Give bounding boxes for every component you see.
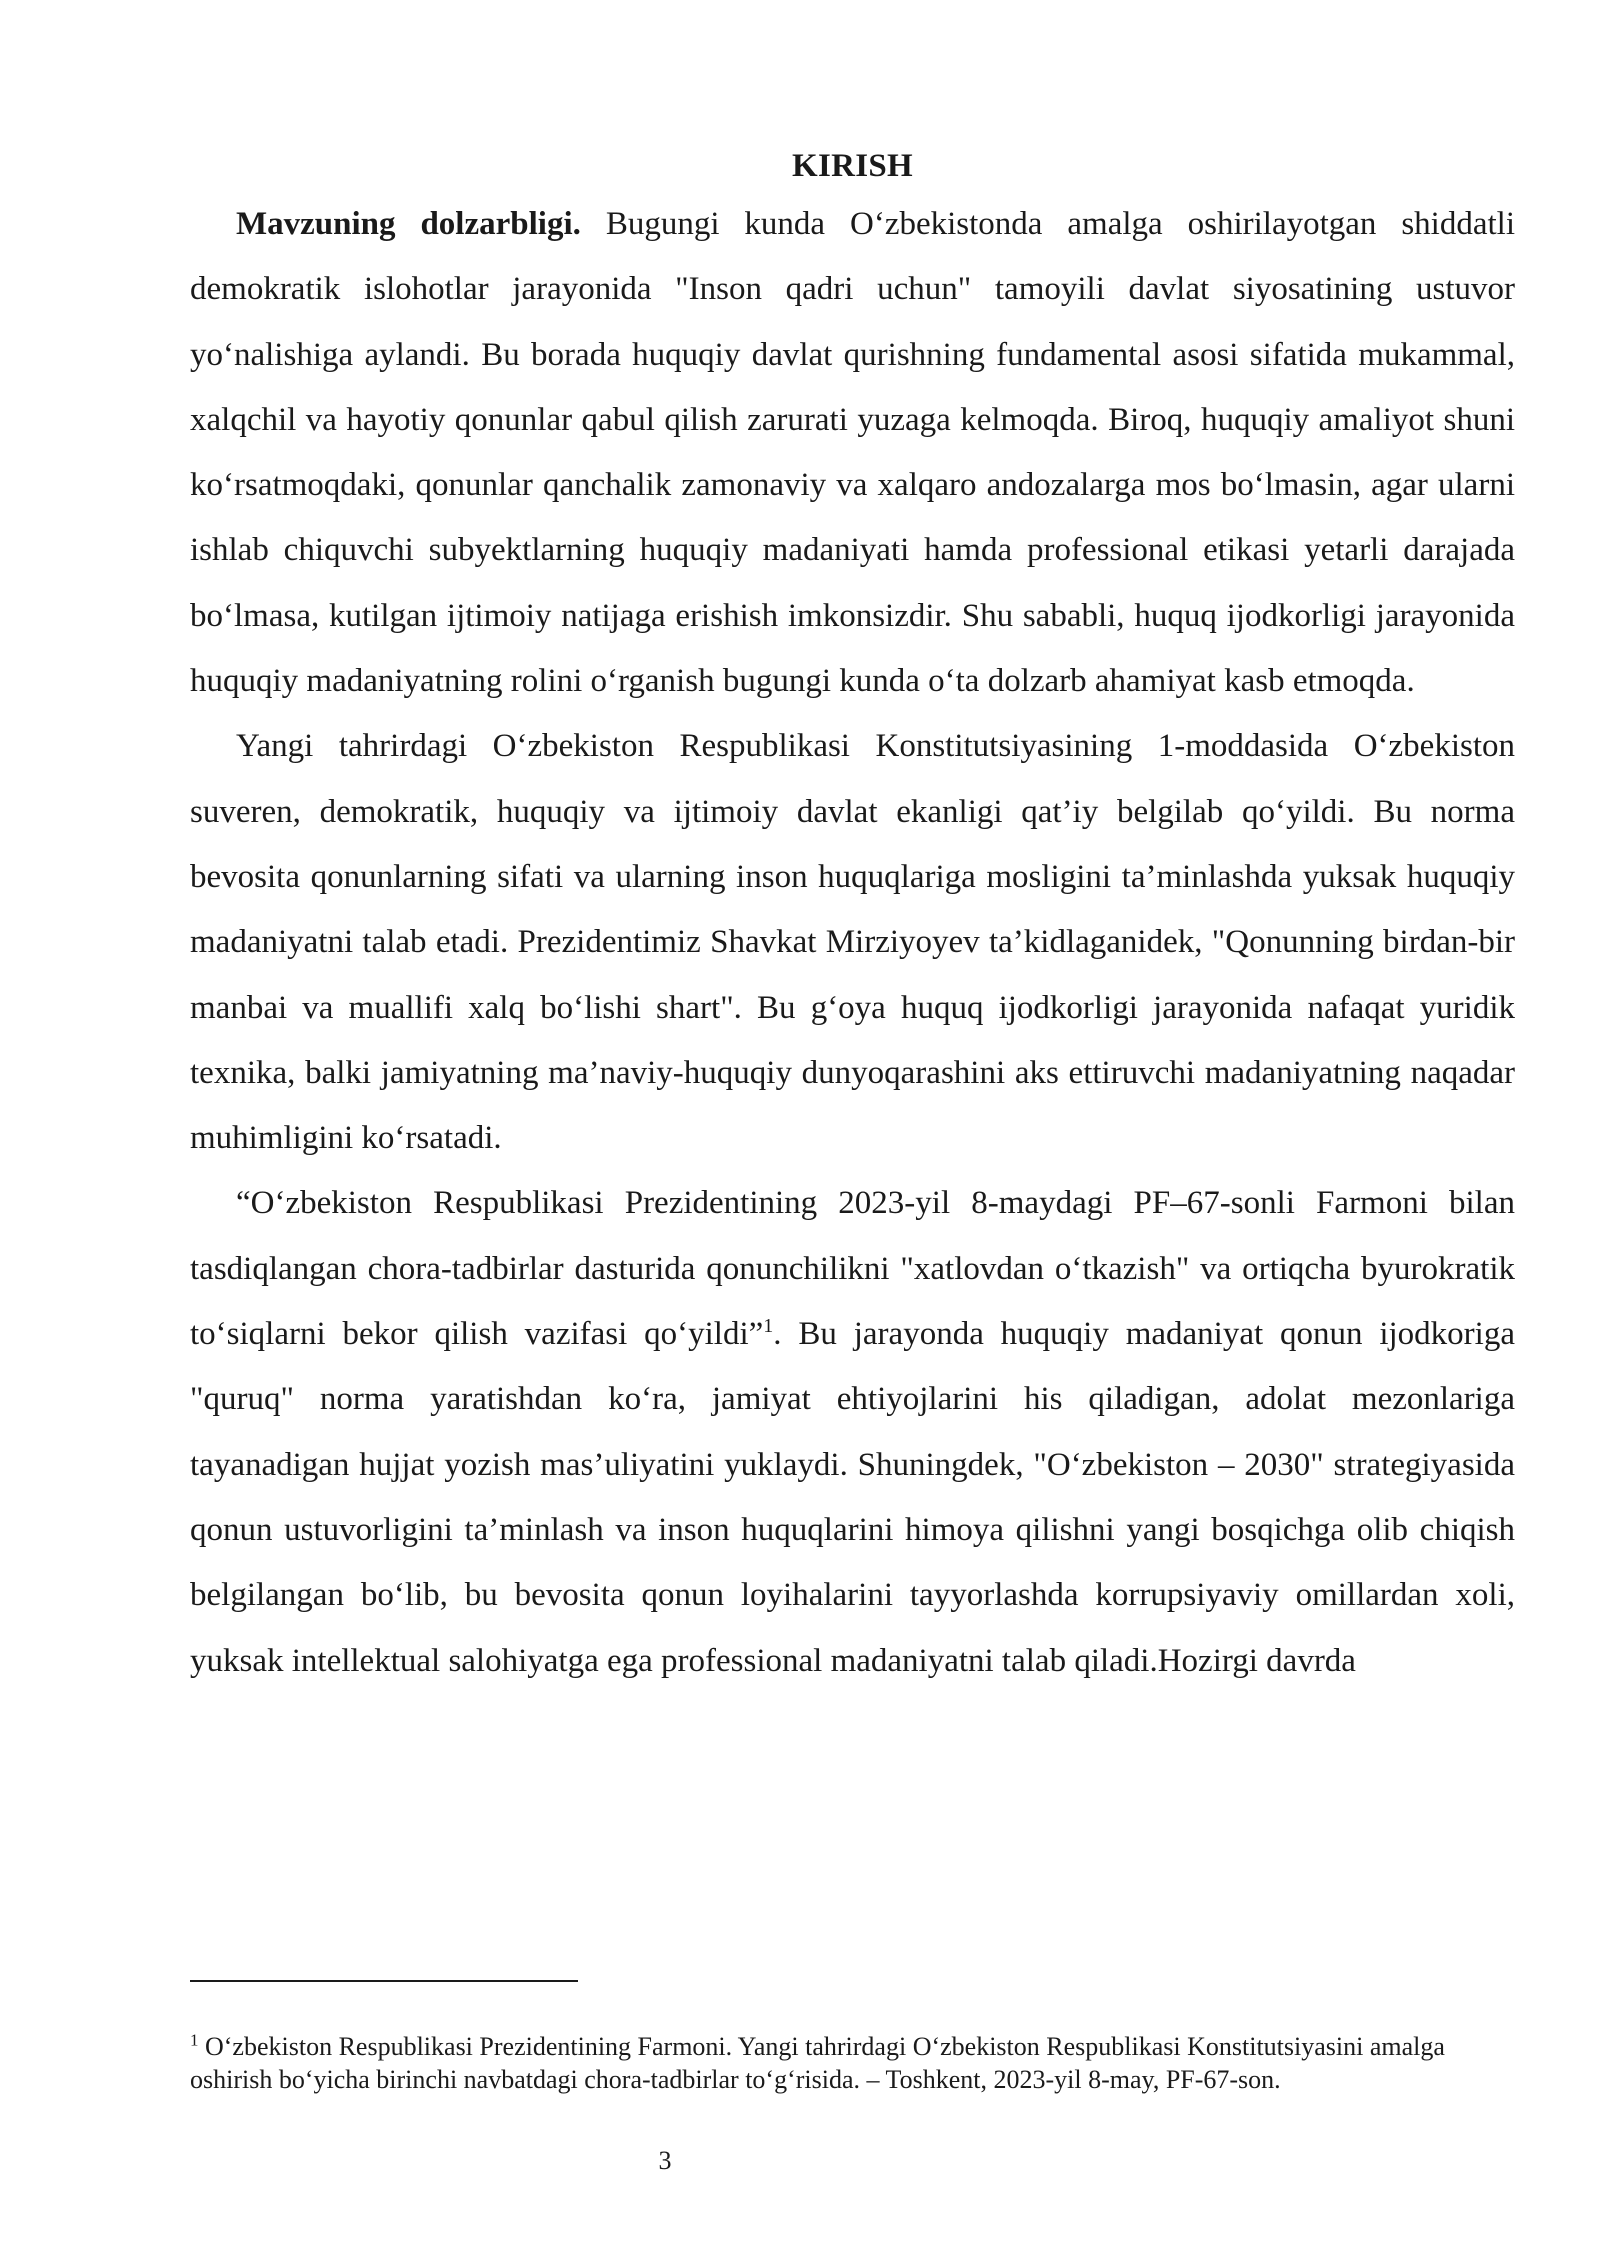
footnote-reference[interactable]: 1 [763,1315,774,1338]
section-title: KIRISH [791,148,913,184]
body-text [190,140,1515,1694]
page-number-container [0,2146,1330,2176]
paragraph-constitution [190,714,1515,1171]
paragraph-relevance [190,192,1515,714]
paragraph-text: Bugungi kunda O‘zbekistonda amalga oshirilayotgan shiddatli demokratik islohotlar jarayonida "Inson qadri uchun" tamoyili davlat siyosatining ustuvor yo‘nalishiga aylandi. Bu borada huquqiy davlat qurishning fundamental asosi sifatida mukammal, xalqchil va hayotiy qonunlar qabul qilish zarurati yuzaga kelmoqda. Biroq, huquqiy amaliyot shuni ko‘rsatmoqdaki, qonunlar qanchalik zamonaviy va xalqaro andozalarga mos bo‘lmasin, agar ularni ishlab chiquvchi subyektlarning huquqiy madaniyati hamda professional etikasi yetarli darajada bo‘lmasa, kutilgan ijtimoiy natijaga erishish imkonsizdir. Shu sababli, huquq ijodkorligi jarayonida huquqiy madaniyatning rolini o‘rganish bugungi kunda o‘ta dolzarb ahamiyat kasb etmoqda. [190,206,1515,700]
paragraph-text: “O‘zbekiston Respublikasi Prezidentining 2023-yil 8-maydagi PF–67-sonli Farmoni bilan tasdiqlangan chora-tadbirlar dasturida qonunchilikni "xatlovdan o‘tkazish" va ortiqcha byurokratik to‘siqlarni bekor qilish vazifasi qo‘yildi” [190,1185,1515,1353]
footnote-marker: 1 [190,2030,199,2050]
page-number: 3 [658,2146,672,2175]
footnote [190,2030,1515,2096]
footnote-separator [190,1980,578,1982]
paragraph-text: Yangi tahrirdagi O‘zbekiston Respublikasi Konstitutsiyasining 1-moddasida O‘zbekiston suveren, demokratik, huquqiy va ijtimoiy davlat ekanligi qat’iy belgilab qo‘yildi. Bu norma bevosita qonunlarning sifati va ularning inson huquqlariga mosligini ta’minlashda yuksak huquqiy madaniyatni talab etadi. Prezidentimiz Shavkat Mirziyoyev ta’kidlaganidek, "Qonunning birdan-bir manbai va muallifi xalq bo‘lishi shart". Bu g‘oya huquq ijodkorligi jarayonida nafaqat yuridik texnika, balki jamiyatning ma’naviy-huquqiy dunyoqarashini aks ettiruvchi madaniyatning naqadar muhimligini ko‘rsatadi. [190,728,1515,1157]
paragraph-decree [190,1171,1515,1693]
paragraph-lead: Mavzuning dolzarbligi. [236,206,581,242]
paragraph-text-continued: . Bu jarayonda huquqiy madaniyat qonun ijodkoriga "quruq" norma yaratishdan ko‘ra, jamiyat ehtiyojlarini his qiladigan, adolat mezonlariga tayanadigan hujjat yozish mas’uliyatini yuklaydi. Shuningdek, "O‘zbekiston – 2030" strategiyasida qonun ustuvorligini ta’minlash va inson huquqlarini himoya qilishni yangi bosqichga olib chiqish belgilangan bo‘lib, bu bevosita qonun loyihalarini tayyorlashda korrupsiyaviy omillardan xoli, yuksak intellektual salohiyatga ega professional madaniyatni talab qiladi.Hozirgi davrda [190,1316,1515,1679]
footnote-text: O‘zbekiston Respublikasi Prezidentining Farmoni. Yangi tahrirdagi O‘zbekiston Respublikasi Konstitutsiyasini amalga oshirish bo‘yicha birinchi navbatdagi chora-tadbirlar to‘g‘risida. – Toshkent, 2023-yil 8-may, PF-67-son. [190,2032,1445,2094]
